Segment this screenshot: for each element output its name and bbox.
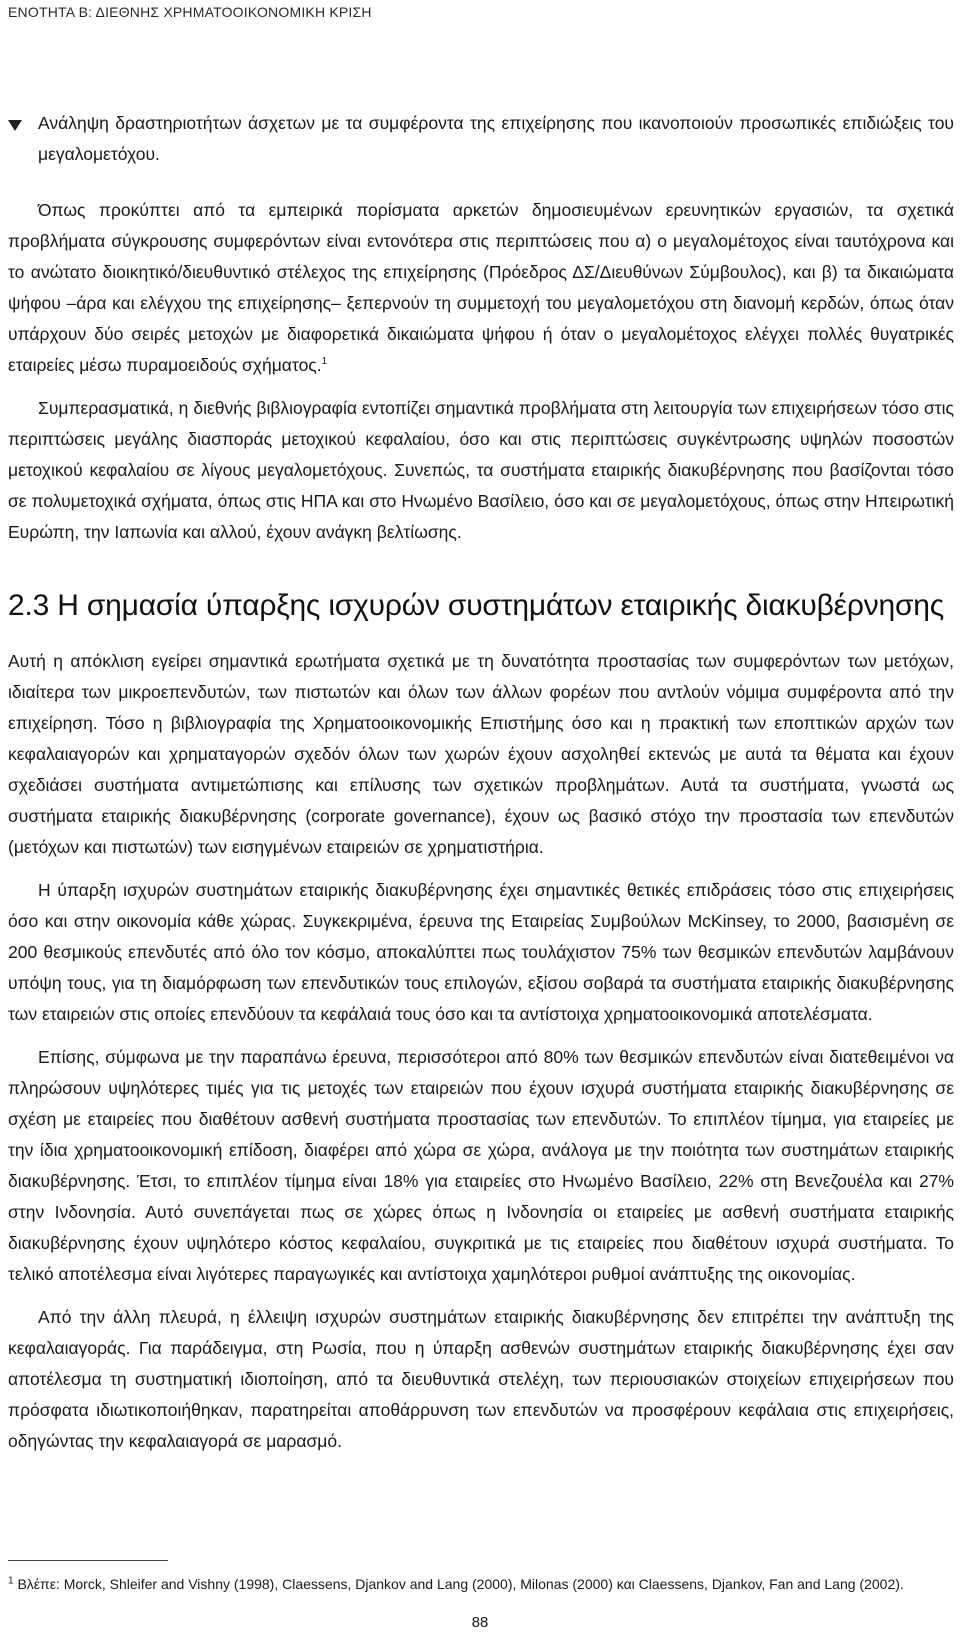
footnote bbox=[8, 1572, 954, 1596]
section-title: 2.3 Η σημασία ύπαρξης ισχυρών συστημάτων εταιρικής διακυβέρνησης bbox=[8, 589, 945, 622]
paragraph-section-3: Επίσης, σύμφωνα με την παραπάνω έρευνα, περισσότεροι από 80% των θεσμικών επενδυτών είναι διατεθειμένοι να πληρώσουν υψηλότερες τιμές για τις μετοχές των εταιρειών που έχουν ισχυρά συστήματα εταιρικής διακυβέρνησης σε σχέση με εταιρείες που διαθέτουν ασθενή συστήματα προστασίας των επενδυτών. Το επιπλέον τίμημα, για εταιρείες με την ίδια χρηματοοικονομική επίδοση, διαφέρει από χώρα σε χώρα, ανάλογα με την ποιότητα των συστημάτων εταιρικής διακυβέρνησης. Έτσι, το επιπλέον τίμημα είναι 18% για εταιρείες στο Ηνωμένο Βασίλειο, 22% στη Βενεζουέλα και 27% στην Ινδονησία. Αυτό συνεπάγεται πως σε χώρες όπως η Ινδονησία οι εταιρείες με ασθενή συστήματα εταιρικής διακυβέρνησης έχουν υψηλότερο κόστος κεφαλαίου, συγκριτικά με τις εταιρείες που διαθέτουν ισχυρά συστήματα. Το τελικό αποτέλεσμα είναι λιγότερες παραγωγικές και αντίστοιχα χαμηλότεροι ρυθμοί ανάπτυξης της οικονομίας. bbox=[8, 1047, 954, 1284]
footnote-marker: 1 bbox=[8, 1575, 14, 1587]
footnote-divider bbox=[8, 1560, 168, 1561]
bullet-item bbox=[8, 108, 954, 170]
bullet-text: Ανάληψη δραστηριοτήτων άσχετων με τα συμφέροντα της επιχείρησης που ικανοποιούν προσωπικές επιδιώξεις του μεγαλομετόχου. bbox=[38, 113, 954, 164]
footnote-text: Βλέπε: Morck, Shleifer and Vishny (1998), Claessens, Djankov and Lang (2000), Milonas (2000) και Claessens, Djankov, Fan and Lang (2002). bbox=[17, 1576, 904, 1592]
paragraph-conclusion: Συμπερασματικά, η διεθνής βιβλιογραφία εντοπίζει σημαντικά προβλήματα στη λειτουργία των επιχειρήσεων τόσο στις περιπτώσεις μεγάλης διασποράς μετοχικού κεφαλαίου, όσο και στις περιπτώσεις συγκέντρωσης υψηλών ποσοστών μετοχικού κεφαλαίου σε λίγους μεγαλομετόχους. Συνεπώς, τα συστήματα εταιρικής διακυβέρνησης που βασίζονται τόσο σε πολυμετοχικά σχήματα, όπως στις ΗΠΑ και στο Ηνωμένο Βασίλειο, όσο και σε μεγαλομετόχους, όπως στην Ηπειρωτική Ευρώπη, την Ιαπωνία και αλλού, έχουν ανάγκη βελτίωσης. bbox=[8, 398, 954, 542]
triangle-bullet-icon bbox=[8, 120, 22, 131]
running-header: ΕΝΟΤΗΤΑ Β: ΔΙΕΘΝΗΣ ΧΡΗΜΑΤΟΟΙΚΟΝΟΜΙΚΗ ΚΡΙΣΗ bbox=[8, 4, 372, 20]
footnote-ref[interactable]: 1 bbox=[321, 356, 328, 368]
paragraph-section-2: Η ύπαρξη ισχυρών συστημάτων εταιρικής διακυβέρνησης έχει σημαντικές θετικές επιδράσεις τόσο στις επιχειρήσεις όσο και στην οικονομία κάθε χώρας. Συγκεκριμένα, έρευνα της Εταιρείας Συμβούλων McKinsey, το 2000, βασισμένη σε 200 θεσμικούς επενδυτές από όλο τον κόσμο, αποκαλύπτει πως τουλάχιστον 75% των θεσμικών επενδυτών λαμβάνουν υπόψη τους, για τη διαμόρφωση των επενδυτικών τους επιλογών, εξίσου σοβαρά τα συστήματα εταιρικής διακυβέρνησης των εταιρειών στις οποίες επενδύουν τα κεφάλαιά τους όσο και τα αντίστοιχα χρηματοοικονομικά αποτελέσματα. bbox=[8, 880, 954, 1024]
body-text bbox=[8, 108, 954, 1457]
paragraph-section-1: Αυτή η απόκλιση εγείρει σημαντικά ερωτήματα σχετικά με τη δυνατότητα προστασίας των συμφερόντων των μετόχων, ιδιαίτερα των μικροεπενδυτών, των πιστωτών και όλων των άλλων φορέων που αντλούν νόμιμα συμφέροντα από την επιχείρηση. Τόσο η βιβλιογραφία της Χρηματοοικονομικής Επιστήμης όσο και η πρακτική των εποπτικών αρχών των κεφαλαιαγορών και χρηματαγορών σχεδόν όλων των χωρών έχουν ασχοληθεί εκτενώς με αυτά τα θέματα και έχουν σχεδιάσει συστήματα αντιμετώπισης και επίλυσης των σχετικών προβλημάτων. Αυτά τα συστήματα, γνωστά ως συστήματα εταιρικής διακυβέρνησης (corporate governance), έχουν ως βασικό στόχο την προστασία των επενδυτών (μετόχων και πιστωτών) των εισηγμένων εταιρειών σε χρηματιστήρια. bbox=[8, 651, 954, 857]
paragraph-conflict: Όπως προκύπτει από τα εμπειρικά πορίσματα αρκετών δημοσιευμένων ερευνητικών εργασιών, τα σχετικά προβλήματα σύγκρουσης συμφερόντων είναι εντονότερα στις περιπτώσεις που α) ο μεγαλομέτοχος είναι ταυτόχρονα και το ανώτατο διοικητικό/διευθυντικό στέλεχος της επιχείρησης (Πρόεδρος ΔΣ/Διευθύνων Σύμβουλος), και β) τα δικαιώματα ψήφου –άρα και ελέγχου της επιχείρησης– ξεπερνούν τη συμμετοχή του μεγαλομετόχου στη διανομή κερδών, όπως όταν υπάρχουν δύο σειρές μετοχών με διαφορετικά δικαιώματα ψήφου ή όταν ο μεγαλομέτοχος ελέγχει πολλές θυγατρικές εταιρείες μέσω πυραμοειδούς σχήματος.$^1$ bbox=[8, 200, 954, 375]
paragraph-section-4: Από την άλλη πλευρά, η έλλειψη ισχυρών συστημάτων εταιρικής διακυβέρνησης δεν επιτρέπει την ανάπτυξη της κεφαλαιαγοράς. Για παράδειγμα, στη Ρωσία, που η ύπαρξη ασθενών συστημάτων εταιρικής διακυβέρνησης έχει σαν αποτέλεσμα τη συστηματική ιδιοποίηση, από τα διευθυντικά στελέχη, των περιουσιακών στοιχείων επιχειρήσεων που πρόσφατα ιδιωτικοποιήθηκαν, παρατηρείται αποθάρρυνση των επενδυτών να προσφέρουν κεφάλαια στις επιχειρήσεις, οδηγώντας την κεφαλαιαγορά σε μαρασμό. bbox=[8, 1307, 954, 1451]
page-number: 88 bbox=[471, 1614, 489, 1631]
